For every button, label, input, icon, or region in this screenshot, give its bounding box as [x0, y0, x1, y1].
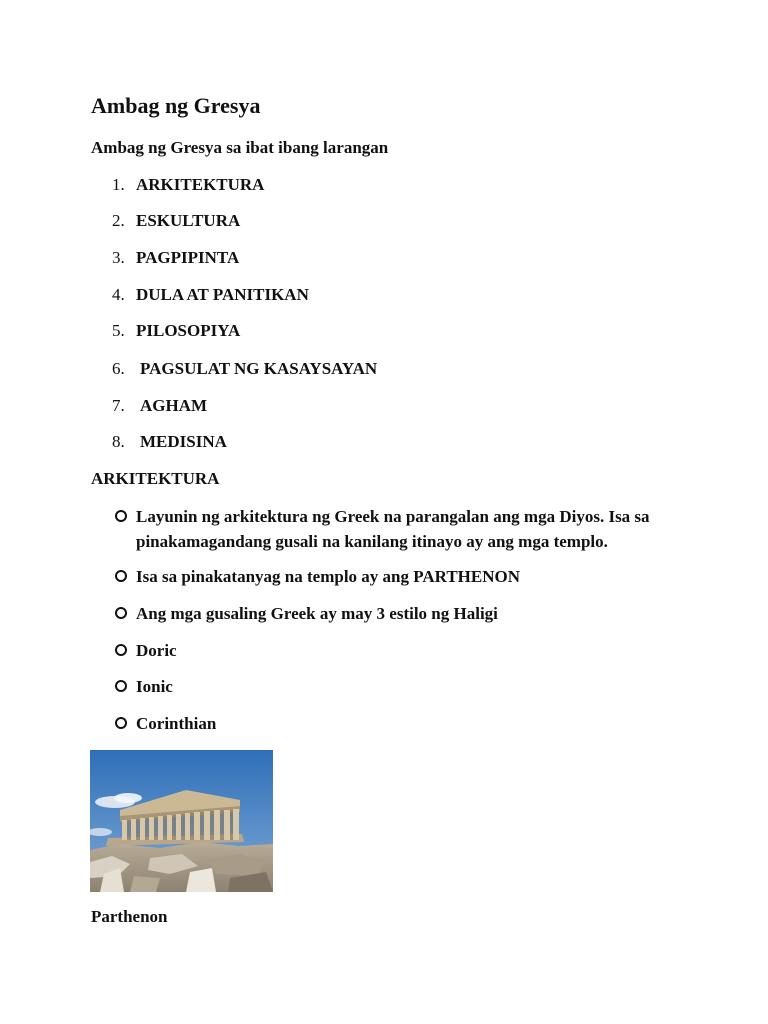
page-title: Ambag ng Gresya: [91, 93, 261, 118]
bullet-item: [115, 504, 675, 554]
list-number: 4.: [112, 285, 125, 304]
list-item-label: PILOSOPIYA: [136, 321, 241, 340]
list-item-label: AGHAM: [140, 396, 208, 415]
list-number: 8.: [112, 432, 125, 451]
circle-bullet-icon: [115, 607, 127, 619]
circle-bullet-icon: [115, 510, 127, 522]
list-number: 5.: [112, 321, 125, 340]
numbered-list-item: [112, 247, 239, 269]
list-item-label: ARKITEKTURA: [136, 175, 265, 194]
bullet-item: [115, 601, 675, 626]
list-item-label: DULA AT PANITIKAN: [136, 285, 309, 304]
numbered-list-item: [112, 284, 309, 306]
bullet-item: [115, 711, 675, 736]
bullet-item: [115, 638, 675, 663]
parthenon-photo: [90, 750, 273, 892]
list-number: 3.: [112, 248, 125, 267]
bullet-text: Ionic: [136, 677, 173, 696]
list-item-label: PAGPIPINTA: [136, 248, 240, 267]
numbered-list-item: [112, 431, 227, 453]
circle-bullet-icon: [115, 644, 127, 656]
numbered-list-item: [112, 395, 207, 417]
bullet-text: Isa sa pinakatanyag na templo ay ang PARTHENON: [136, 567, 521, 586]
image-caption: Parthenon: [91, 907, 168, 926]
circle-bullet-icon: [115, 717, 127, 729]
circle-bullet-icon: [115, 680, 127, 692]
bullet-text: Ang mga gusaling Greek ay may 3 estilo ng Haligi: [136, 604, 498, 623]
bullet-item: [115, 674, 675, 699]
bullet-item: [115, 564, 675, 589]
numbered-list-item: [112, 320, 240, 342]
numbered-list-item: [112, 358, 377, 380]
bullet-text: Corinthian: [136, 714, 217, 733]
list-item-label: PAGSULAT NG KASAYSAYAN: [140, 359, 378, 378]
circle-bullet-icon: [115, 570, 127, 582]
list-item-label: ESKULTURA: [136, 211, 241, 230]
list-number: 2.: [112, 211, 125, 230]
bullet-text: Doric: [136, 641, 177, 660]
section-heading: ARKITEKTURA: [91, 469, 220, 488]
numbered-list-item: [112, 210, 240, 232]
list-item-label: MEDISINA: [140, 432, 227, 451]
list-number: 7.: [112, 396, 125, 415]
bullet-text: Layunin ng arkitektura ng Greek na parangalan ang mga Diyos. Isa sa pinakamagandang gusali na kanilang itinayo ay ang mga templo.: [136, 507, 650, 551]
numbered-list-item: [112, 174, 264, 196]
list-number: 1.: [112, 175, 125, 194]
list-number: 6.: [112, 359, 125, 378]
subtitle: Ambag ng Gresya sa ibat ibang larangan: [91, 138, 389, 157]
